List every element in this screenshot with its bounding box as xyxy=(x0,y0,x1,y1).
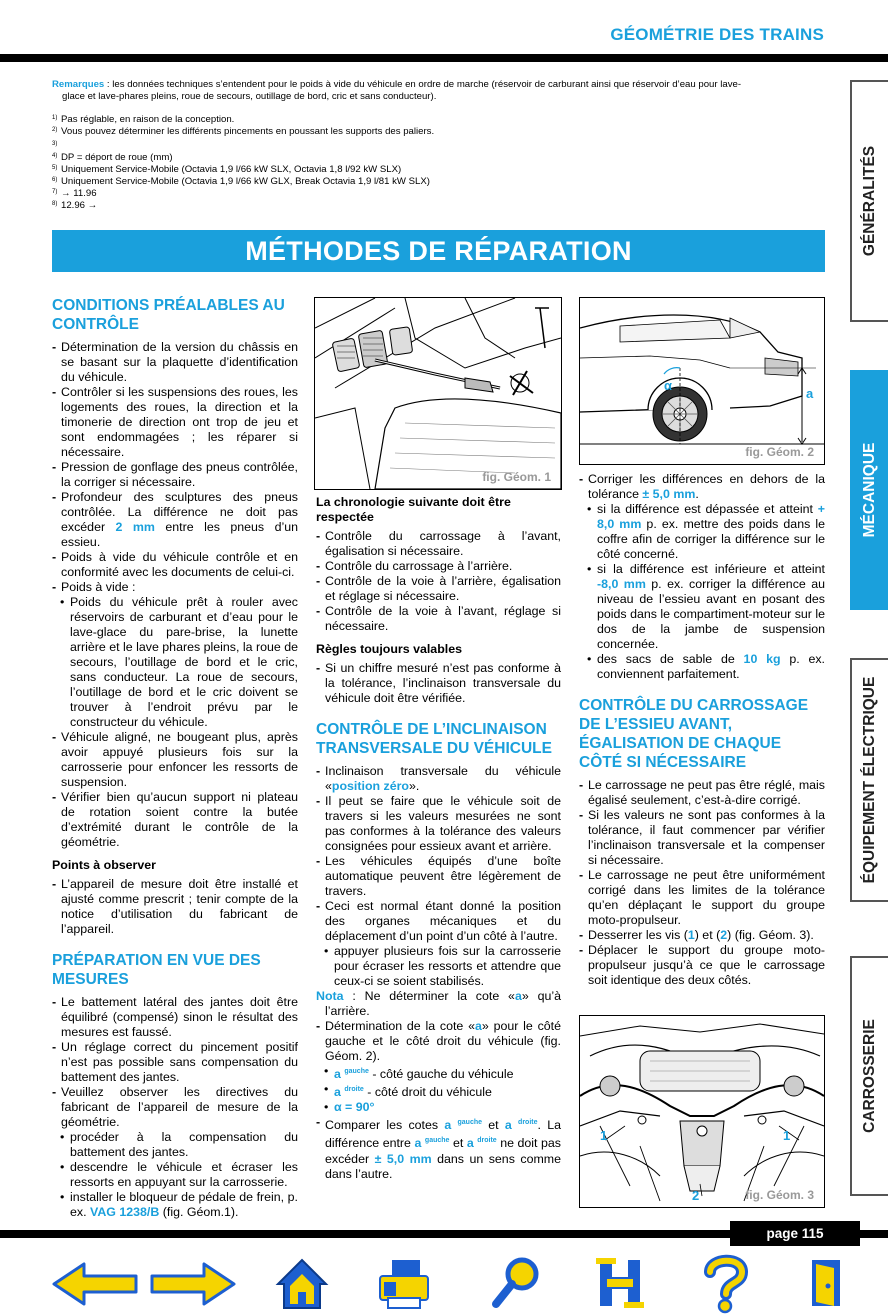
sub-list-item: • a $^{droite}$ - côté droit du véhicule xyxy=(316,1082,561,1100)
tab-mecanique[interactable]: MÉCANIQUE xyxy=(850,370,888,610)
sub-list-item: • α = 90° xyxy=(316,1100,561,1115)
figure-geom-2 xyxy=(579,297,825,465)
figure-caption: fig. Géom. 3 xyxy=(745,1188,814,1202)
screw-1-right-label: 1 xyxy=(783,1128,791,1143)
footnote-4: 4) DP = déport de roue (mm) xyxy=(52,152,173,163)
index-icon[interactable] xyxy=(590,1250,650,1314)
car-rear-illustration xyxy=(580,298,824,464)
list-item: - Détermination de la cote «a» pour le côté gauche et le côté droit du véhicule (fig. Géom. 2). xyxy=(316,1019,561,1064)
footnote-3: 3) xyxy=(52,141,58,147)
alpha-label: α xyxy=(664,378,672,393)
remark-label: Remarques xyxy=(52,79,105,90)
figure-caption: fig. Géom. 2 xyxy=(745,445,814,459)
list-item: - Profondeur des sculptures des pneus contrôlée. La différence ne doit pas excéder 2 mm entre les pneus d’un essieu. xyxy=(52,490,298,550)
list-item: - Ceci est normal étant donné la position des organes mécaniques et du déplacement d’un point d’un côté à l’autre. xyxy=(316,899,561,944)
list-item: - Comparer les cotes a $^{gauche}$ et a $^{droite}$. La différence entre a $^{gauche}$ et a $^{droite}$ ne doit pas excéder ± 5,0 mm dans un sens comme dans l’autre. xyxy=(316,1115,561,1181)
list-item: - Poids à vide du véhicule contrôle et en conformité avec les documents de celui-ci. xyxy=(52,550,298,580)
navigation-bar xyxy=(0,1250,888,1314)
page-header-title: GÉOMÉTRIE DES TRAINS xyxy=(610,25,824,44)
heading-preparation: PRÉPARATION EN VUE DES MESURES xyxy=(52,952,261,988)
forward-arrow-icon[interactable] xyxy=(146,1250,240,1314)
pedal-illustration xyxy=(315,298,561,489)
heading-inclinaison: CONTRÔLE DE L’INCLINAISON TRANSVERSALE DU VÉHICULE xyxy=(316,721,552,757)
list-item: - Déplacer le support du groupe moto-propulseur jusqu’à ce que le carrossage soit identique des deux côtés. xyxy=(579,943,825,988)
subframe-illustration xyxy=(580,1016,824,1207)
sub-list-item: • appuyer plusieurs fois sur la carrosserie pour écraser les ressorts et attendre que ceux-ci se soient stabilisés. xyxy=(316,944,561,989)
sub-list-item: • des sacs de sable de 10 kg p. ex. conviennent parfaitement. xyxy=(579,652,825,682)
list-item: - Contrôle du carrossage à l’arrière. xyxy=(316,559,561,574)
heading-points: Points à observer xyxy=(52,858,156,872)
figure-caption: fig. Géom. 1 xyxy=(482,470,551,484)
list-item: - Si les valeurs ne sont pas conformes à la tolérance, il faut commencer par vérifier l’inclinaison transversale et la compenser si nécessaire. xyxy=(579,808,825,868)
home-icon[interactable] xyxy=(272,1250,332,1314)
search-icon[interactable] xyxy=(488,1250,548,1314)
column-2 xyxy=(316,495,561,1182)
heading-regles: Règles toujours valables xyxy=(316,642,462,656)
list-item: - Il peut se faire que le véhicule soit de travers si les valeurs mesurées ne sont pas conformes à la tolérance des valeurs consignées pour essieux avant et arrière. xyxy=(316,794,561,854)
sub-list-item: • Poids du véhicule prêt à rouler avec réservoirs de carburant et d’eau pour le lave-glace du pare-brise, la lunette arrière et le lave phares pleins, la roue de secours, l’outillage de bord et le cric, sans conducteur. La roue de secours, l’outillage de bord et le cric doivent se trouver à l’endroit prévu par le constructeur du véhicule. xyxy=(52,595,298,730)
remark xyxy=(52,79,827,103)
list-item: - Si un chiffre mesuré n’est pas conforme à la tolérance, l’inclinaison transversale du véhicule doit être vérifiée. xyxy=(316,661,561,706)
footnote-8: 8) 12.96 → xyxy=(52,200,98,211)
list-item: - Contrôler si les suspensions des roues, les logements des roues, la direction et la timonerie de direction ont trop de jeu et sont endommagées ; les réparer si nécessaire. xyxy=(52,385,298,460)
nota: Nota : Ne déterminer la cote «a» qu’à l’arrière. xyxy=(316,989,561,1018)
header-bar xyxy=(0,54,888,62)
list-item: - Contrôle de la voie à l’arrière, égalisation et réglage si nécessaire. xyxy=(316,574,561,604)
sub-list-item: • descendre le véhicule et écraser les ressorts en appuyant sur la carrosserie. xyxy=(52,1160,298,1190)
remark-text: : les données techniques s’entendent pour le poids à vide du véhicule en ordre de marche (réservoir de carburant ainsi que réservoir d’eau pour lave- xyxy=(104,79,742,90)
heading-conditions: CONDITIONS PRÉALABLES AU CONTRÔLE xyxy=(52,297,285,333)
list-item: - L’appareil de mesure doit être installé et ajusté comme prescrit ; tenir compte de la notice d’utilisation du fabricant de l’appareil. xyxy=(52,877,298,937)
column-3 xyxy=(579,472,825,988)
remarks-block xyxy=(52,79,827,212)
sub-list-item: • installer le bloqueur de pédale de frein, p. ex. VAG 1238/B (fig. Géom.1). xyxy=(52,1190,298,1220)
column-1 xyxy=(52,296,298,1220)
list-item: - Véhicule aligné, ne bougeant plus, après avoir appuyé plusieurs fois sur la carrosserie pour enfoncer les ressorts de suspension. xyxy=(52,730,298,790)
screw-1-left-label: 1 xyxy=(600,1128,608,1143)
tab-equipement-electrique[interactable]: ÉQUIPEMENT ÉLECTRIQUE xyxy=(850,658,888,902)
figure-geom-3 xyxy=(579,1015,825,1208)
sub-list-item: • si la différence est dépassée et atteint + 8,0 mm p. ex. mettre des poids dans le coffre afin de corriger la différence sur le côté concerné. xyxy=(579,502,825,562)
list-item: - Corriger les différences en dehors de la tolérance ± 5,0 mm. xyxy=(579,472,825,502)
remark-text-continued: glace et lave-phares pleins, roue de secours, outillage de bord, cric et sans conducteur). xyxy=(62,91,437,102)
footnote-7: 7) → 11.96 xyxy=(52,188,97,199)
footnote-1: 1) Pas réglable, en raison de la conception. xyxy=(52,114,235,125)
list-item: - Desserrer les vis (1) et (2) (fig. Géom. 3). xyxy=(579,928,825,943)
list-item: - Pression de gonflage des pneus contrôlée, la corriger si nécessaire. xyxy=(52,460,298,490)
sub-list-item: • si la différence est inférieure et atteint -8,0 mm p. ex. corriger la différence au niveau de l’essieu avant en posant des poids dans le compartiment-moteur sur le dos de la jambe de suspension concernée. xyxy=(579,562,825,652)
list-item: - Vérifier bien qu’aucun support ni plateau de rotation soient contre la butée d’extrémité durant le contrôle de la géométrie. xyxy=(52,790,298,850)
dimension-a-label: a xyxy=(806,386,814,401)
list-item: - Le carrossage ne peut pas être réglé, mais égalisé seulement, c’est-à-dire corrigé. xyxy=(579,778,825,808)
print-icon[interactable] xyxy=(374,1250,434,1314)
section-banner: MÉTHODES DE RÉPARATION xyxy=(52,230,825,272)
tab-carrosserie[interactable]: CARROSSERIE xyxy=(850,956,888,1196)
sub-list-item: • procéder à la compensation du battement des jantes. xyxy=(52,1130,298,1160)
sub-list-item: • a $^{gauche}$ - côté gauche du véhicule xyxy=(316,1064,561,1082)
screw-2-label: 2 xyxy=(692,1188,700,1203)
list-item: - Contrôle du carrossage à l’avant, égalisation si nécessaire. xyxy=(316,529,561,559)
footnote-5: 5) Uniquement Service-Mobile (Octavia 1,9 l/66 kW SLX, Octavia 1,8 l/92 kW SLX) xyxy=(52,164,402,175)
back-arrow-icon[interactable] xyxy=(48,1250,142,1314)
page-number: page 115 xyxy=(730,1221,860,1246)
list-item: - Les véhicules équipés d’une boîte automatique peuvent être légèrement de travers. xyxy=(316,854,561,899)
list-item: - Le battement latéral des jantes doit être équilibré (compensé) sinon le résultat des mesures est faussé. xyxy=(52,995,298,1040)
list-item: - Poids à vide : xyxy=(52,580,298,595)
list-item: - Le carrossage ne peut être uniformément corrigé dans les limites de la tolérance qu’en déplaçant le support du groupe moto-propulseur. xyxy=(579,868,825,928)
footnote-6: 6) Uniquement Service-Mobile (Octavia 1,9 l/66 kW GLX, Break Octavia 1,9 l/81 kW SLX) xyxy=(52,176,430,187)
figure-geom-1 xyxy=(314,297,562,490)
heading-chronologie: La chronologie suivante doit être respectée xyxy=(316,495,511,524)
help-icon[interactable] xyxy=(696,1250,756,1314)
list-item: - Contrôle de la voie à l’avant, réglage si nécessaire. xyxy=(316,604,561,634)
list-item: - Détermination de la version du châssis en se basant sur la plaquette d’identification du véhicule. xyxy=(52,340,298,385)
footnote-2: 2) Vous pouvez déterminer les différents pincements en poussant les supports des paliers. xyxy=(52,126,435,137)
list-item: - Veuillez observer les directives du fabricant de l’appareil de mesure de la géométrie. xyxy=(52,1085,298,1130)
heading-carrossage: CONTRÔLE DU CARROSSAGE DE L’ESSIEU AVANT, ÉGALISATION DE CHAQUE CÔTÉ SI NÉCESSAIRE xyxy=(579,697,809,771)
list-item: - Un réglage correct du pincement positif n’est pas possible sans compensation du battement des jantes. xyxy=(52,1040,298,1085)
exit-icon[interactable] xyxy=(806,1250,846,1314)
tab-generalites[interactable]: GÉNÉRALITÉS xyxy=(850,80,888,322)
list-item: - Inclinaison transversale du véhicule «position zéro». xyxy=(316,764,561,794)
